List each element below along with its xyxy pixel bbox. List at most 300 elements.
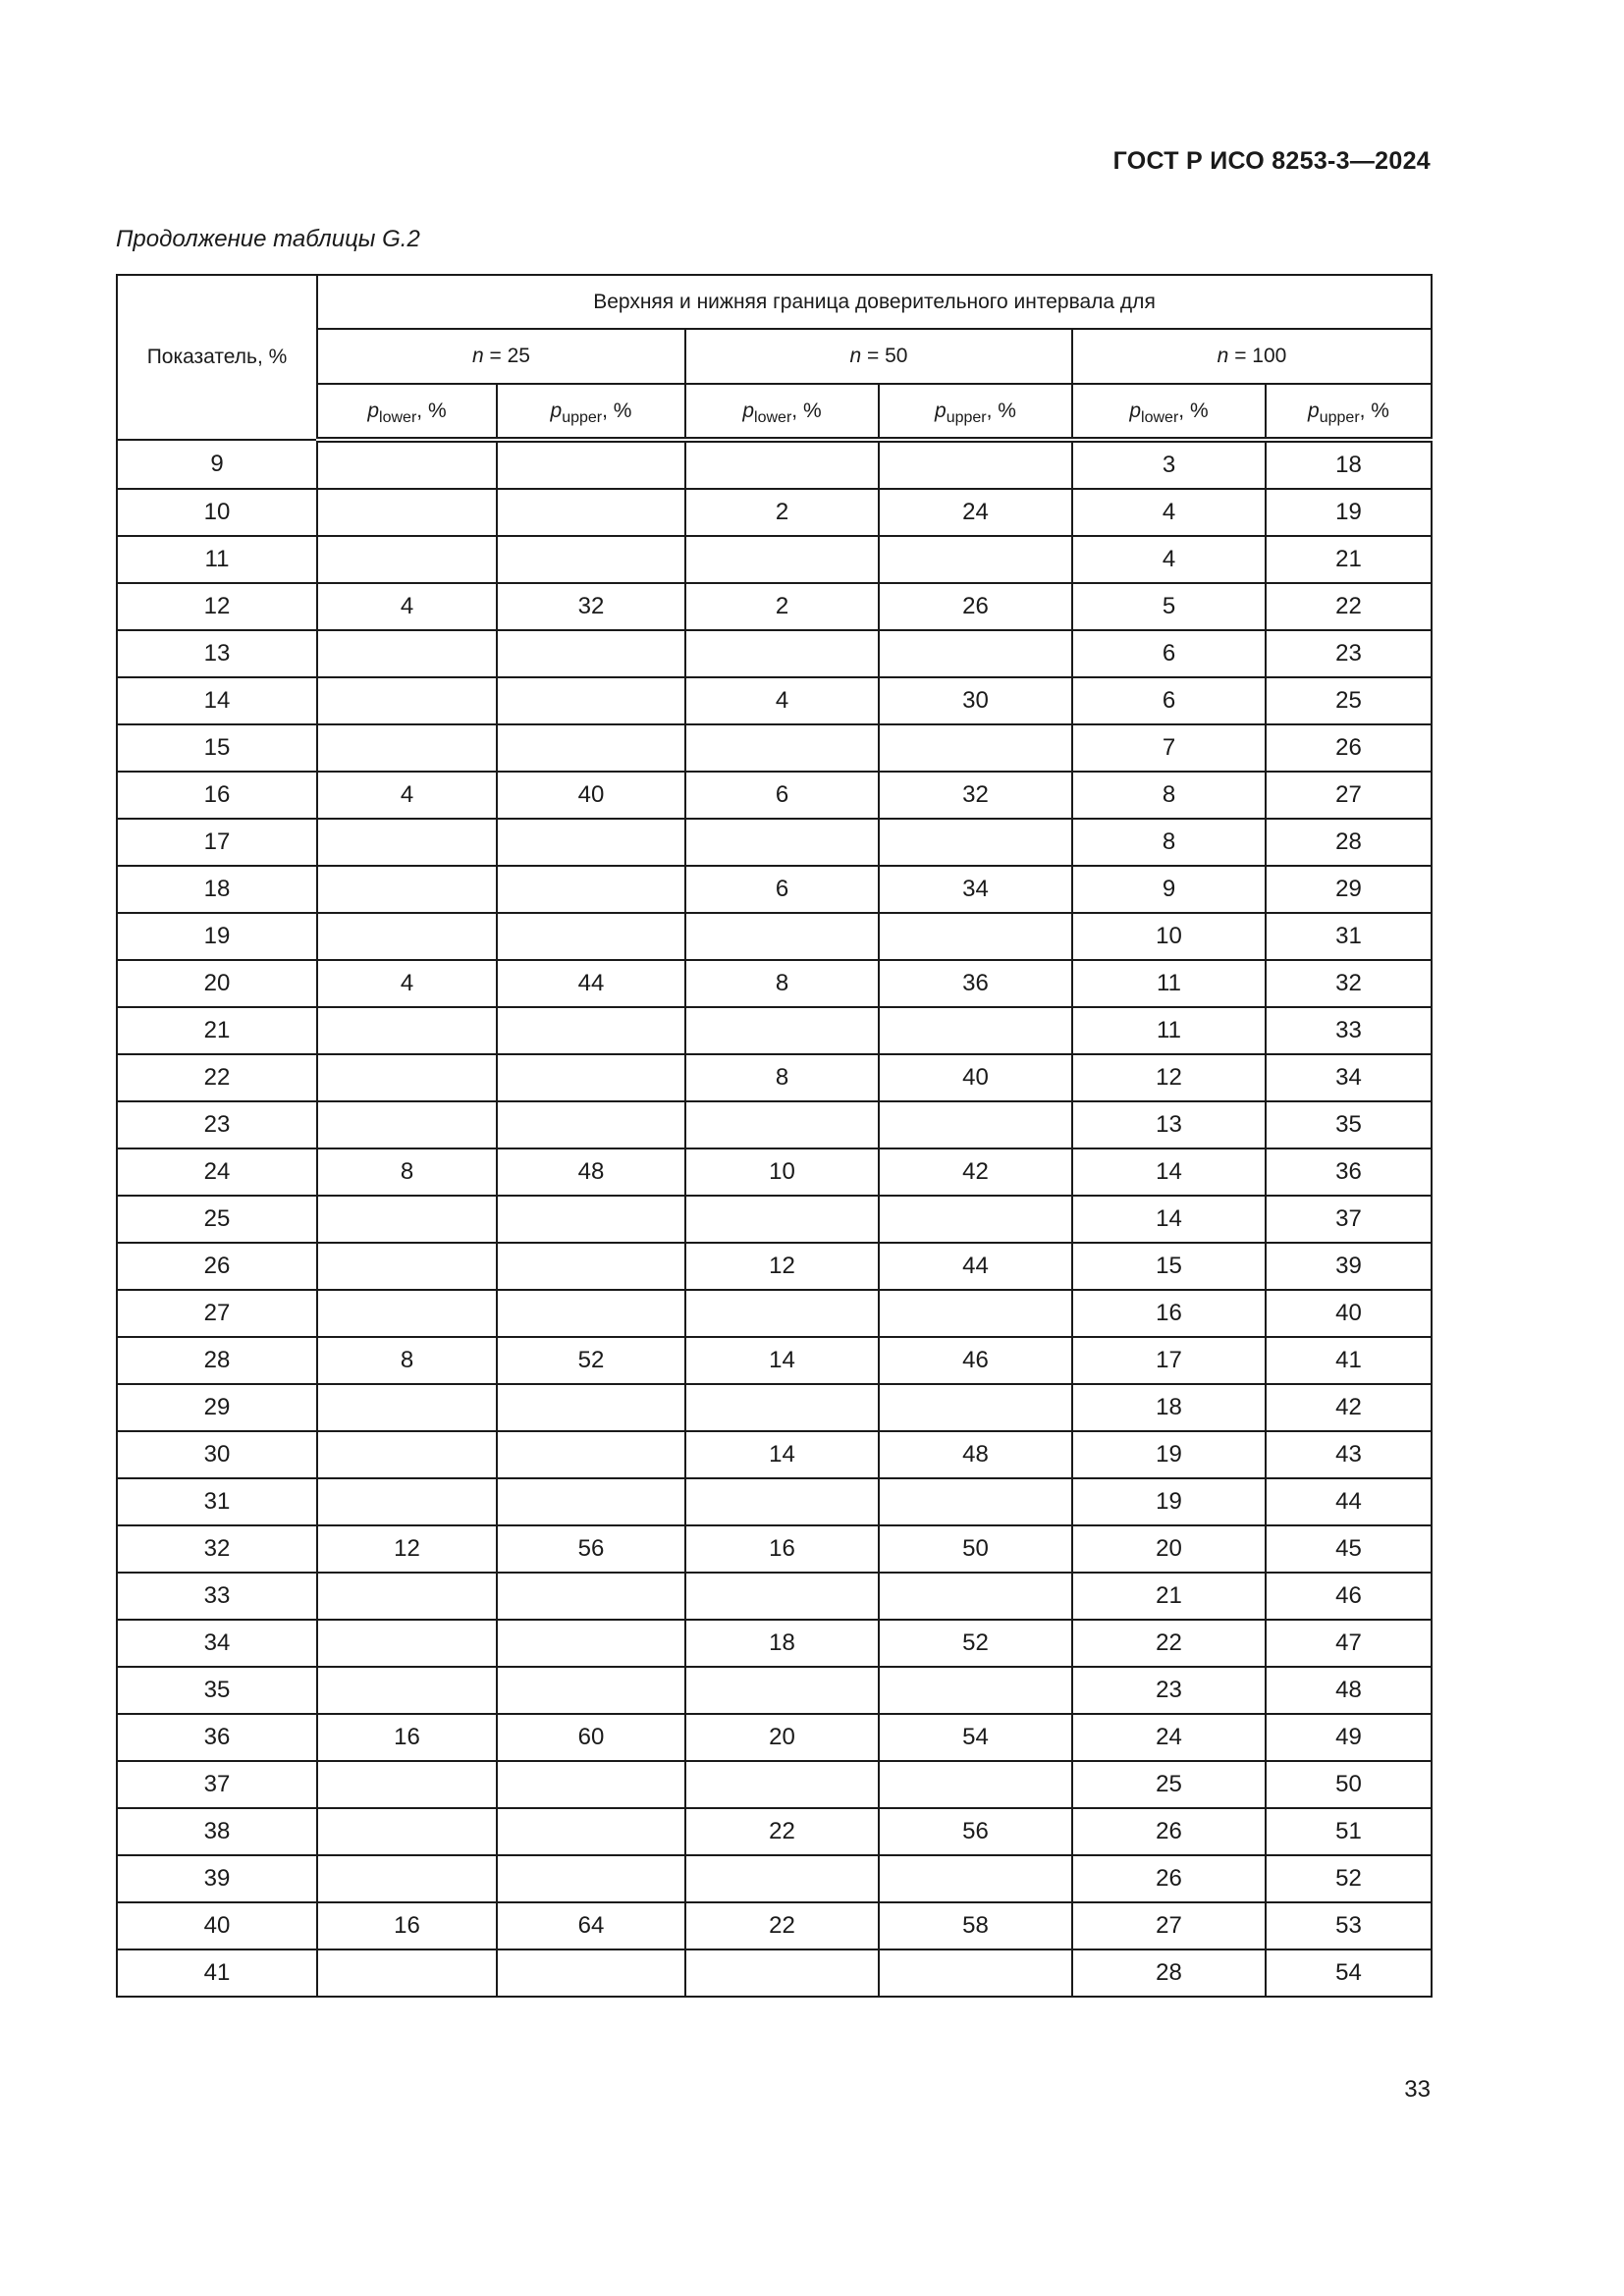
cell-n100-upper: 26 xyxy=(1266,724,1432,772)
cell-n100-upper: 34 xyxy=(1266,1054,1432,1101)
cell-n25-lower xyxy=(317,1384,497,1431)
cell-indicator: 14 xyxy=(117,677,317,724)
cell-n25-upper xyxy=(497,1384,685,1431)
cell-n25-lower xyxy=(317,1101,497,1148)
cell-n25-upper: 32 xyxy=(497,583,685,630)
cell-n100-upper: 23 xyxy=(1266,630,1432,677)
cell-n25-upper: 60 xyxy=(497,1714,685,1761)
cell-n100-upper: 22 xyxy=(1266,583,1432,630)
table-row xyxy=(117,583,1432,630)
n-25-header xyxy=(317,329,685,384)
cell-n25-upper xyxy=(497,1667,685,1714)
p-lower-header xyxy=(1072,384,1266,440)
cell-n100-lower: 26 xyxy=(1072,1855,1266,1902)
cell-n25-lower: 8 xyxy=(317,1148,497,1196)
cell-n50-lower: 22 xyxy=(685,1902,879,1949)
cell-n50-upper: 44 xyxy=(879,1243,1072,1290)
cell-n50-upper xyxy=(879,1761,1072,1808)
cell-indicator: 32 xyxy=(117,1525,317,1573)
table-row xyxy=(117,1714,1432,1761)
cell-n25-upper: 48 xyxy=(497,1148,685,1196)
cell-n100-upper: 44 xyxy=(1266,1478,1432,1525)
cell-n100-lower: 4 xyxy=(1072,536,1266,583)
cell-indicator: 24 xyxy=(117,1148,317,1196)
cell-indicator: 41 xyxy=(117,1949,317,1997)
cell-n50-lower xyxy=(685,630,879,677)
cell-n100-lower: 14 xyxy=(1072,1196,1266,1243)
group-header-label: Верхняя и нижняя граница доверительного интервала для xyxy=(593,290,1156,313)
cell-indicator: 29 xyxy=(117,1384,317,1431)
upper-subscript: upper xyxy=(562,408,603,426)
row-header-label: Показатель, % xyxy=(146,346,288,368)
cell-n100-upper: 31 xyxy=(1266,913,1432,960)
percent-suffix: , % xyxy=(986,399,1016,422)
cell-n25-lower: 16 xyxy=(317,1714,497,1761)
cell-n100-lower: 8 xyxy=(1072,819,1266,866)
cell-n100-upper: 46 xyxy=(1266,1573,1432,1620)
upper-subscript: upper xyxy=(1319,408,1360,426)
cell-n50-upper: 24 xyxy=(879,489,1072,536)
cell-indicator: 38 xyxy=(117,1808,317,1855)
cell-n100-lower: 3 xyxy=(1072,440,1266,489)
cell-n50-upper: 42 xyxy=(879,1148,1072,1196)
table-row xyxy=(117,960,1432,1007)
cell-n50-lower: 6 xyxy=(685,772,879,819)
cell-n100-lower: 26 xyxy=(1072,1808,1266,1855)
cell-n25-lower xyxy=(317,1196,497,1243)
cell-indicator: 39 xyxy=(117,1855,317,1902)
cell-n25-upper xyxy=(497,1431,685,1478)
cell-n25-lower xyxy=(317,1290,497,1337)
cell-n50-upper: 34 xyxy=(879,866,1072,913)
table-row xyxy=(117,1196,1432,1243)
table-row xyxy=(117,1525,1432,1573)
cell-n25-lower xyxy=(317,1478,497,1525)
p-symbol: p xyxy=(1308,399,1320,422)
cell-indicator: 30 xyxy=(117,1431,317,1478)
cell-n50-lower xyxy=(685,1290,879,1337)
cell-n25-upper xyxy=(497,1243,685,1290)
p-lower-header xyxy=(685,384,879,440)
cell-n100-lower: 24 xyxy=(1072,1714,1266,1761)
cell-n25-upper xyxy=(497,489,685,536)
table-row xyxy=(117,1620,1432,1667)
cell-n50-upper xyxy=(879,913,1072,960)
cell-n100-lower: 20 xyxy=(1072,1525,1266,1573)
cell-n100-lower: 7 xyxy=(1072,724,1266,772)
n-value: = 100 xyxy=(1228,345,1287,367)
cell-n100-upper: 49 xyxy=(1266,1714,1432,1761)
cell-n100-upper: 52 xyxy=(1266,1855,1432,1902)
cell-n25-lower: 4 xyxy=(317,583,497,630)
cell-n50-lower xyxy=(685,1478,879,1525)
cell-n25-upper xyxy=(497,440,685,489)
upper-subscript: upper xyxy=(946,408,987,426)
cell-n50-upper xyxy=(879,536,1072,583)
cell-n100-upper: 35 xyxy=(1266,1101,1432,1148)
table-row xyxy=(117,1148,1432,1196)
cell-n50-lower: 14 xyxy=(685,1337,879,1384)
cell-n50-lower: 8 xyxy=(685,960,879,1007)
cell-indicator: 19 xyxy=(117,913,317,960)
cell-n25-lower xyxy=(317,677,497,724)
cell-indicator: 28 xyxy=(117,1337,317,1384)
cell-n100-upper: 48 xyxy=(1266,1667,1432,1714)
n-value: = 25 xyxy=(483,345,530,367)
cell-n50-upper xyxy=(879,630,1072,677)
lower-subscript: lower xyxy=(1141,408,1179,426)
cell-n50-lower xyxy=(685,1196,879,1243)
cell-n50-lower: 20 xyxy=(685,1714,879,1761)
table-row xyxy=(117,630,1432,677)
cell-n50-lower xyxy=(685,1007,879,1054)
cell-n100-lower: 23 xyxy=(1072,1667,1266,1714)
cell-n50-upper: 54 xyxy=(879,1714,1072,1761)
lower-subscript: lower xyxy=(754,408,792,426)
cell-n50-upper: 58 xyxy=(879,1902,1072,1949)
cell-n100-upper: 37 xyxy=(1266,1196,1432,1243)
cell-n25-upper xyxy=(497,1620,685,1667)
cell-n100-lower: 5 xyxy=(1072,583,1266,630)
table-row xyxy=(117,1007,1432,1054)
cell-n50-lower xyxy=(685,913,879,960)
cell-n100-lower: 15 xyxy=(1072,1243,1266,1290)
cell-indicator: 23 xyxy=(117,1101,317,1148)
cell-n50-upper xyxy=(879,1667,1072,1714)
group-header-cell xyxy=(317,275,1432,329)
table-row xyxy=(117,1101,1432,1148)
table-caption: Продолжение таблицы G.2 xyxy=(116,226,420,252)
cell-n25-upper xyxy=(497,1290,685,1337)
cell-n25-lower xyxy=(317,440,497,489)
cell-n50-upper xyxy=(879,1573,1072,1620)
cell-n25-lower xyxy=(317,1808,497,1855)
cell-indicator: 33 xyxy=(117,1573,317,1620)
cell-n100-upper: 33 xyxy=(1266,1007,1432,1054)
cell-n50-upper xyxy=(879,1384,1072,1431)
cell-n50-upper xyxy=(879,1290,1072,1337)
cell-n25-upper xyxy=(497,1101,685,1148)
cell-n25-upper xyxy=(497,724,685,772)
cell-n50-upper: 30 xyxy=(879,677,1072,724)
cell-n50-lower xyxy=(685,440,879,489)
cell-n25-lower: 4 xyxy=(317,772,497,819)
cell-n100-lower: 11 xyxy=(1072,1007,1266,1054)
cell-n100-upper: 42 xyxy=(1266,1384,1432,1431)
cell-n50-upper xyxy=(879,1949,1072,1997)
cell-n50-lower xyxy=(685,1101,879,1148)
cell-n100-lower: 6 xyxy=(1072,677,1266,724)
p-lower-header xyxy=(317,384,497,440)
cell-n50-lower xyxy=(685,1573,879,1620)
cell-n25-lower xyxy=(317,1007,497,1054)
cell-n100-upper: 53 xyxy=(1266,1902,1432,1949)
cell-n50-lower: 18 xyxy=(685,1620,879,1667)
cell-n50-upper xyxy=(879,819,1072,866)
cell-n25-lower xyxy=(317,724,497,772)
cell-n100-upper: 27 xyxy=(1266,772,1432,819)
cell-indicator: 37 xyxy=(117,1761,317,1808)
cell-n50-upper: 56 xyxy=(879,1808,1072,1855)
cell-indicator: 22 xyxy=(117,1054,317,1101)
cell-n25-lower xyxy=(317,1573,497,1620)
n-50-header xyxy=(685,329,1072,384)
cell-n50-upper: 52 xyxy=(879,1620,1072,1667)
p-upper-header xyxy=(879,384,1072,440)
percent-suffix: , % xyxy=(1359,399,1389,422)
cell-n25-upper xyxy=(497,1949,685,1997)
cell-indicator: 10 xyxy=(117,489,317,536)
cell-n100-upper: 32 xyxy=(1266,960,1432,1007)
cell-n100-upper: 54 xyxy=(1266,1949,1432,1997)
table-row xyxy=(117,489,1432,536)
table-row xyxy=(117,1902,1432,1949)
cell-n25-upper: 56 xyxy=(497,1525,685,1573)
cell-n100-lower: 6 xyxy=(1072,630,1266,677)
cell-n100-upper: 43 xyxy=(1266,1431,1432,1478)
cell-n100-upper: 29 xyxy=(1266,866,1432,913)
cell-n50-lower xyxy=(685,1667,879,1714)
cell-indicator: 26 xyxy=(117,1243,317,1290)
cell-n25-upper xyxy=(497,1054,685,1101)
cell-n25-lower xyxy=(317,1667,497,1714)
cell-n100-upper: 18 xyxy=(1266,440,1432,489)
p-symbol: p xyxy=(742,399,755,422)
cell-n50-upper xyxy=(879,1855,1072,1902)
cell-n25-upper xyxy=(497,536,685,583)
p-upper-header xyxy=(497,384,685,440)
n-symbol: n xyxy=(1217,345,1229,367)
cell-n100-lower: 18 xyxy=(1072,1384,1266,1431)
cell-n50-lower: 8 xyxy=(685,1054,879,1101)
cell-n25-upper: 40 xyxy=(497,772,685,819)
cell-n50-lower xyxy=(685,724,879,772)
cell-n100-upper: 36 xyxy=(1266,1148,1432,1196)
cell-n25-upper: 44 xyxy=(497,960,685,1007)
n-symbol: n xyxy=(472,345,484,367)
cell-n100-lower: 28 xyxy=(1072,1949,1266,1997)
cell-n25-upper xyxy=(497,1478,685,1525)
cell-n25-upper xyxy=(497,1196,685,1243)
cell-n100-upper: 47 xyxy=(1266,1620,1432,1667)
cell-indicator: 11 xyxy=(117,536,317,583)
cell-n100-lower: 19 xyxy=(1072,1478,1266,1525)
cell-n25-lower xyxy=(317,819,497,866)
table-row xyxy=(117,1761,1432,1808)
table-row xyxy=(117,677,1432,724)
cell-n25-lower xyxy=(317,1761,497,1808)
n-value: = 50 xyxy=(861,345,908,367)
cell-n50-upper xyxy=(879,1478,1072,1525)
n-100-header xyxy=(1072,329,1432,384)
cell-n50-upper xyxy=(879,1196,1072,1243)
cell-n50-lower: 22 xyxy=(685,1808,879,1855)
cell-n25-upper xyxy=(497,1808,685,1855)
cell-n25-lower xyxy=(317,630,497,677)
cell-indicator: 12 xyxy=(117,583,317,630)
table-row xyxy=(117,1054,1432,1101)
cell-n100-upper: 41 xyxy=(1266,1337,1432,1384)
cell-n25-lower xyxy=(317,536,497,583)
cell-n100-lower: 9 xyxy=(1072,866,1266,913)
lower-subscript: lower xyxy=(379,408,417,426)
cell-indicator: 9 xyxy=(117,440,317,489)
cell-n25-lower xyxy=(317,1054,497,1101)
cell-indicator: 17 xyxy=(117,819,317,866)
cell-n100-upper: 28 xyxy=(1266,819,1432,866)
cell-n50-upper: 36 xyxy=(879,960,1072,1007)
cell-n50-lower xyxy=(685,1384,879,1431)
cell-n25-lower xyxy=(317,1243,497,1290)
cell-n50-upper: 40 xyxy=(879,1054,1072,1101)
cell-n50-lower xyxy=(685,1949,879,1997)
table-row xyxy=(117,1431,1432,1478)
table-row xyxy=(117,1667,1432,1714)
cell-n25-upper xyxy=(497,819,685,866)
cell-indicator: 21 xyxy=(117,1007,317,1054)
cell-n25-lower xyxy=(317,489,497,536)
cell-n25-lower: 8 xyxy=(317,1337,497,1384)
page-number: 33 xyxy=(1404,2076,1431,2103)
cell-n25-upper xyxy=(497,913,685,960)
cell-n25-lower xyxy=(317,1620,497,1667)
cell-n100-lower: 12 xyxy=(1072,1054,1266,1101)
p-symbol: p xyxy=(550,399,563,422)
cell-n50-lower: 6 xyxy=(685,866,879,913)
cell-n25-lower xyxy=(317,913,497,960)
cell-n100-lower: 22 xyxy=(1072,1620,1266,1667)
table-row xyxy=(117,1290,1432,1337)
cell-n50-lower: 12 xyxy=(685,1243,879,1290)
cell-n100-upper: 51 xyxy=(1266,1808,1432,1855)
cell-n50-lower xyxy=(685,1761,879,1808)
cell-n100-lower: 13 xyxy=(1072,1101,1266,1148)
table-row xyxy=(117,772,1432,819)
cell-n50-upper xyxy=(879,1007,1072,1054)
table-row xyxy=(117,1478,1432,1525)
cell-n25-lower xyxy=(317,1949,497,1997)
percent-suffix: , % xyxy=(791,399,822,422)
table-row xyxy=(117,913,1432,960)
cell-n50-lower: 14 xyxy=(685,1431,879,1478)
cell-n50-upper xyxy=(879,1101,1072,1148)
table-row xyxy=(117,1949,1432,1997)
cell-indicator: 34 xyxy=(117,1620,317,1667)
percent-suffix: , % xyxy=(1178,399,1209,422)
table-row xyxy=(117,1243,1432,1290)
cell-n100-upper: 39 xyxy=(1266,1243,1432,1290)
table-row xyxy=(117,1337,1432,1384)
cell-n100-upper: 19 xyxy=(1266,489,1432,536)
cell-n100-lower: 4 xyxy=(1072,489,1266,536)
cell-n50-lower: 4 xyxy=(685,677,879,724)
cell-indicator: 15 xyxy=(117,724,317,772)
table-row xyxy=(117,724,1432,772)
cell-n50-upper: 46 xyxy=(879,1337,1072,1384)
cell-n50-upper: 48 xyxy=(879,1431,1072,1478)
percent-suffix: , % xyxy=(416,399,447,422)
cell-n100-lower: 8 xyxy=(1072,772,1266,819)
table-row xyxy=(117,1384,1432,1431)
document-title: ГОСТ Р ИСО 8253-3—2024 xyxy=(1112,147,1431,175)
cell-n100-lower: 17 xyxy=(1072,1337,1266,1384)
cell-n25-upper: 64 xyxy=(497,1902,685,1949)
cell-n50-lower: 2 xyxy=(685,583,879,630)
cell-n50-upper xyxy=(879,724,1072,772)
cell-n50-lower: 10 xyxy=(685,1148,879,1196)
cell-n25-lower xyxy=(317,1855,497,1902)
cell-n100-upper: 50 xyxy=(1266,1761,1432,1808)
confidence-interval-table xyxy=(116,274,1433,1998)
cell-n25-lower xyxy=(317,1431,497,1478)
percent-suffix: , % xyxy=(602,399,632,422)
cell-n100-lower: 16 xyxy=(1072,1290,1266,1337)
cell-n25-upper xyxy=(497,677,685,724)
cell-n25-upper xyxy=(497,1855,685,1902)
p-symbol: p xyxy=(1129,399,1142,422)
cell-n25-upper xyxy=(497,630,685,677)
cell-n50-lower: 2 xyxy=(685,489,879,536)
cell-n25-lower xyxy=(317,866,497,913)
cell-n25-lower: 4 xyxy=(317,960,497,1007)
cell-indicator: 18 xyxy=(117,866,317,913)
cell-n100-upper: 25 xyxy=(1266,677,1432,724)
cell-n50-upper xyxy=(879,440,1072,489)
p-symbol: p xyxy=(935,399,947,422)
cell-n25-upper xyxy=(497,1573,685,1620)
cell-indicator: 13 xyxy=(117,630,317,677)
cell-n100-upper: 21 xyxy=(1266,536,1432,583)
table-row xyxy=(117,536,1432,583)
cell-n25-upper: 52 xyxy=(497,1337,685,1384)
cell-indicator: 27 xyxy=(117,1290,317,1337)
cell-n50-upper: 50 xyxy=(879,1525,1072,1573)
cell-indicator: 31 xyxy=(117,1478,317,1525)
table-row xyxy=(117,866,1432,913)
n-symbol: n xyxy=(849,345,862,367)
cell-indicator: 25 xyxy=(117,1196,317,1243)
cell-n100-upper: 40 xyxy=(1266,1290,1432,1337)
cell-n100-lower: 19 xyxy=(1072,1431,1266,1478)
cell-indicator: 35 xyxy=(117,1667,317,1714)
p-symbol: p xyxy=(367,399,380,422)
cell-indicator: 20 xyxy=(117,960,317,1007)
table-row xyxy=(117,1855,1432,1902)
p-upper-header xyxy=(1266,384,1432,440)
cell-n100-lower: 14 xyxy=(1072,1148,1266,1196)
cell-n100-lower: 11 xyxy=(1072,960,1266,1007)
cell-n50-upper: 26 xyxy=(879,583,1072,630)
cell-n50-lower xyxy=(685,536,879,583)
cell-indicator: 36 xyxy=(117,1714,317,1761)
cell-n25-lower: 16 xyxy=(317,1902,497,1949)
cell-n100-lower: 10 xyxy=(1072,913,1266,960)
cell-indicator: 16 xyxy=(117,772,317,819)
cell-n25-upper xyxy=(497,1761,685,1808)
cell-n100-lower: 21 xyxy=(1072,1573,1266,1620)
cell-n25-upper xyxy=(497,1007,685,1054)
cell-n100-lower: 27 xyxy=(1072,1902,1266,1949)
cell-n50-upper: 32 xyxy=(879,772,1072,819)
table-row xyxy=(117,819,1432,866)
cell-indicator: 40 xyxy=(117,1902,317,1949)
cell-n50-lower xyxy=(685,1855,879,1902)
cell-n25-lower: 12 xyxy=(317,1525,497,1573)
table-row xyxy=(117,440,1432,489)
table-row xyxy=(117,1808,1432,1855)
cell-n50-lower xyxy=(685,819,879,866)
cell-n50-lower: 16 xyxy=(685,1525,879,1573)
